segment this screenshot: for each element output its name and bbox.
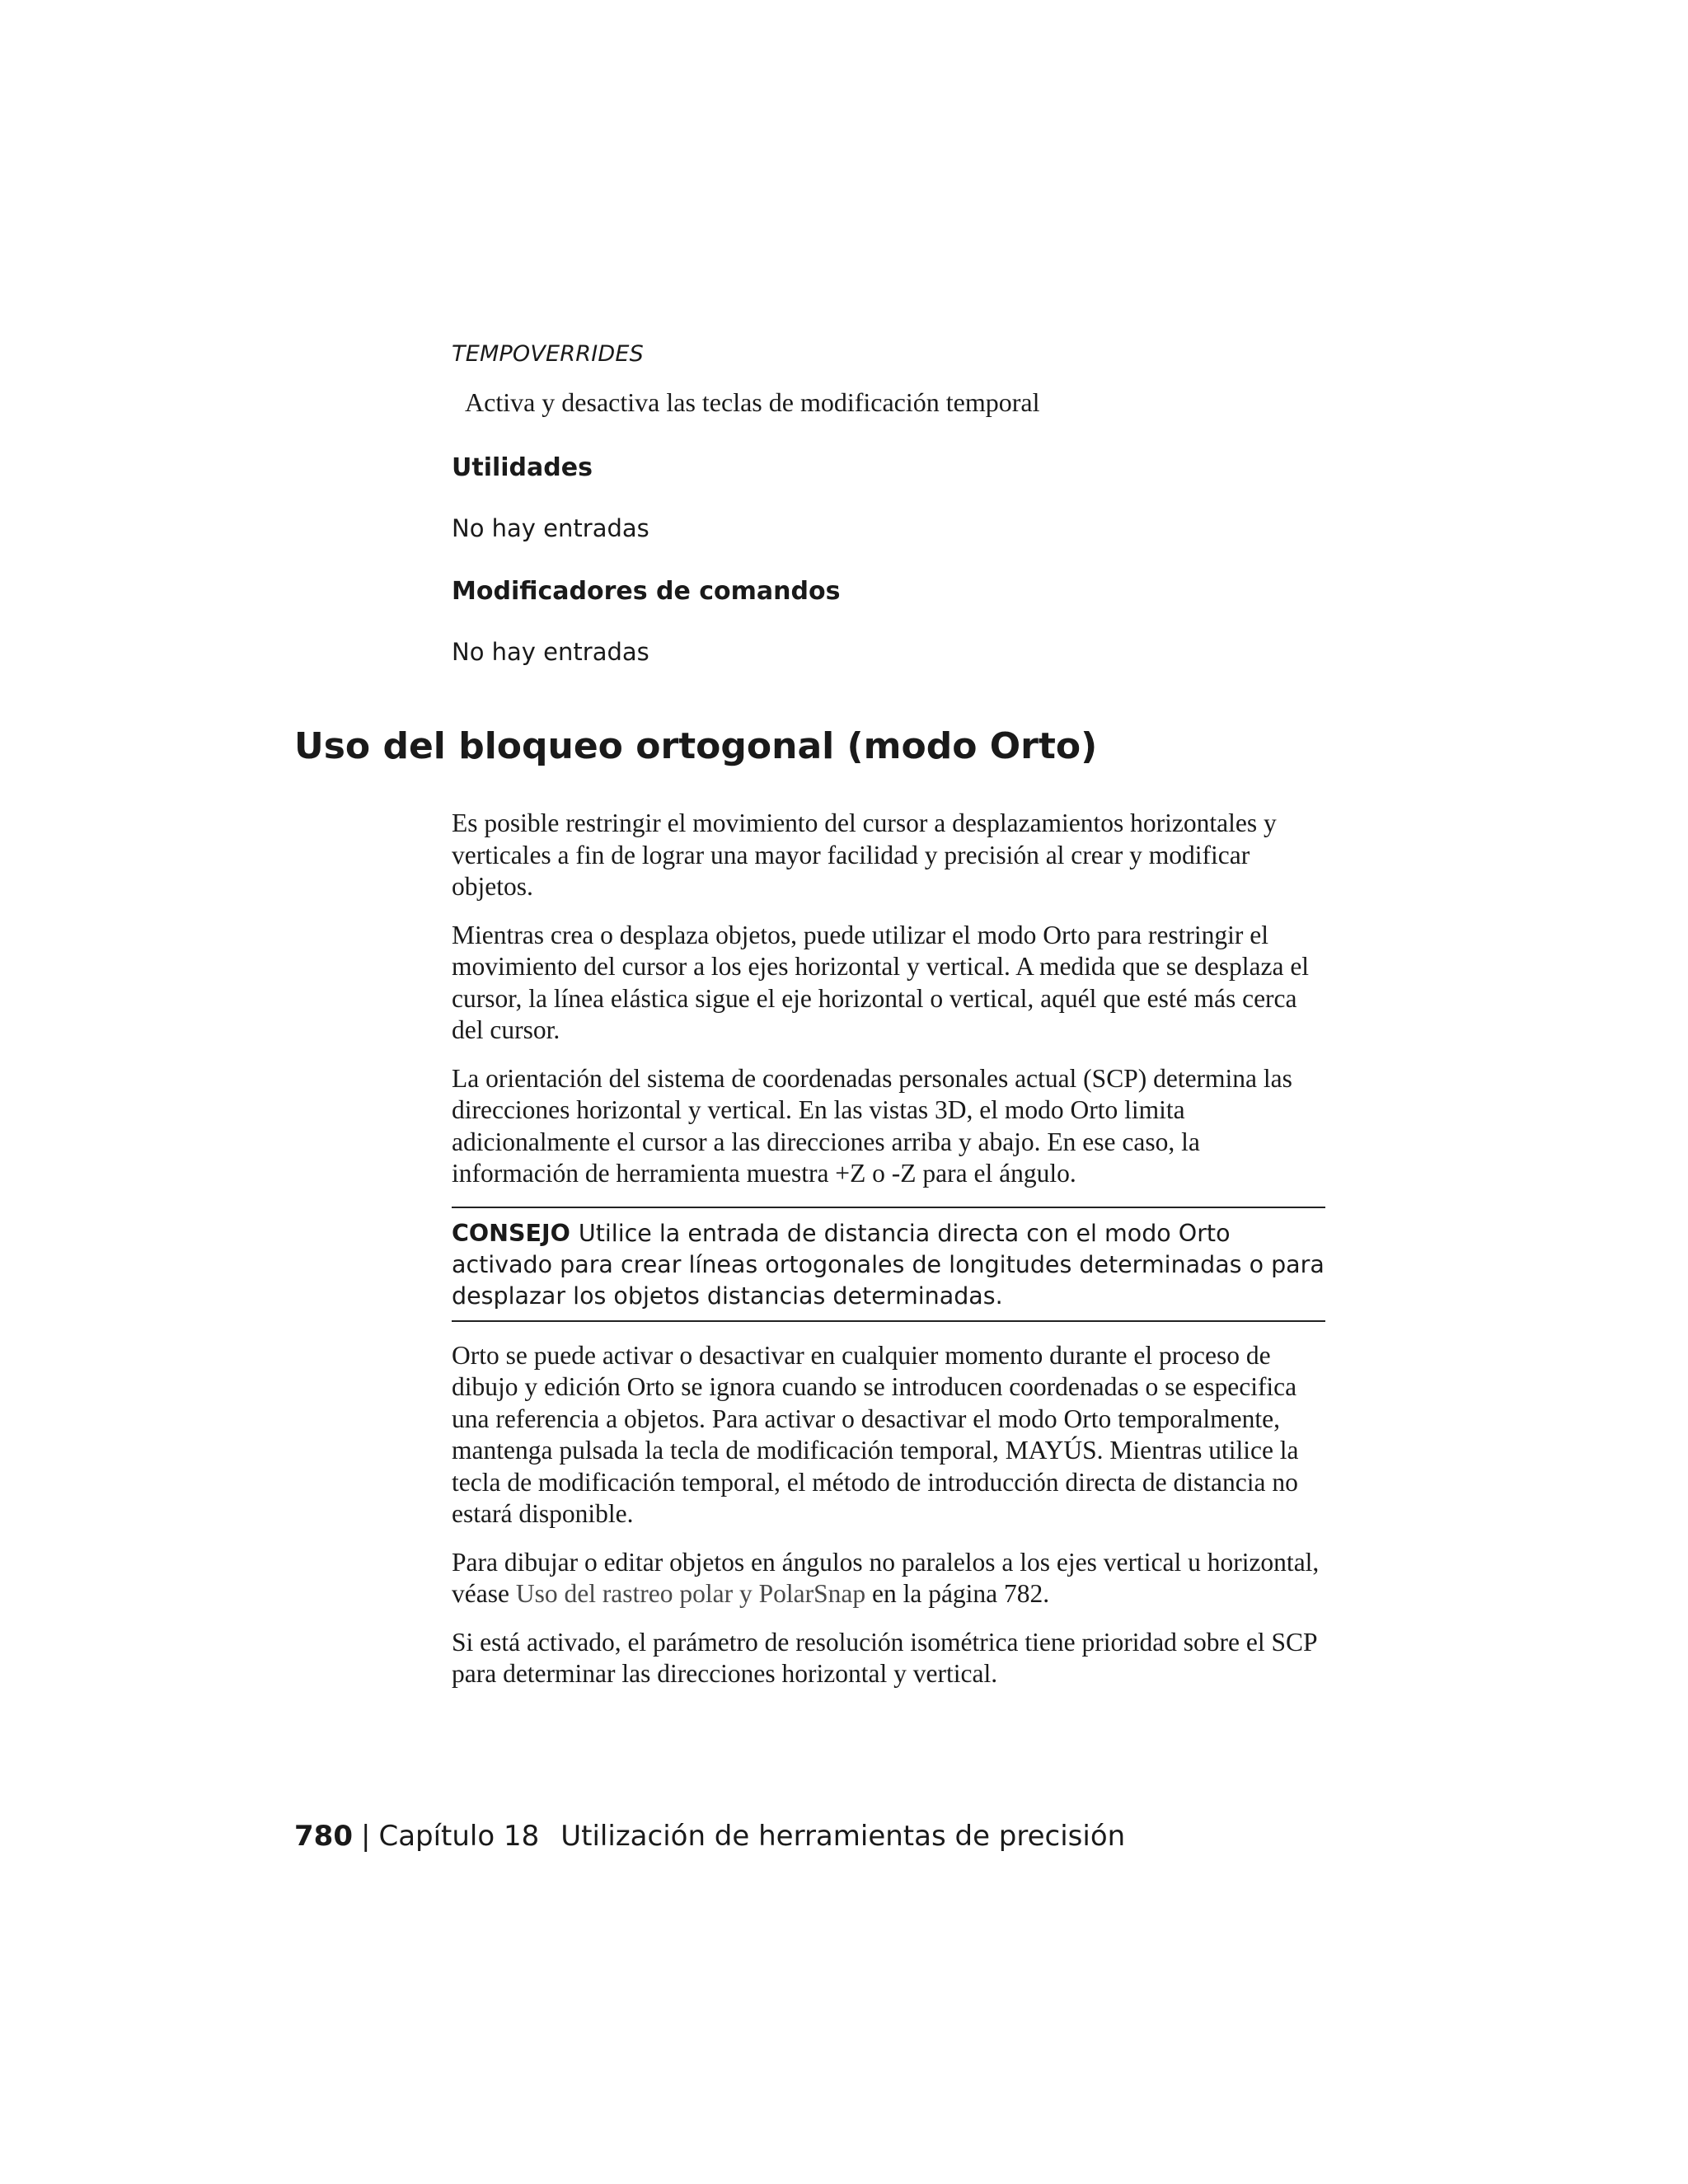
footer-separator: | xyxy=(360,1820,371,1853)
paragraph-with-link xyxy=(452,1547,1325,1610)
modifiers-heading: Modificadores de comandos xyxy=(452,577,841,606)
command-description: Activa y desactiva las teclas de modificación temporal xyxy=(465,387,1040,417)
chapter-title: Utilización de herramientas de precisión xyxy=(560,1820,1126,1853)
paragraph: Es posible restringir el movimiento del cursor a desplazamientos horizontales y verticales a fin de lograr una mayor facilidad y precisión al crear y modificar objetos. xyxy=(452,808,1277,901)
link-paragraph-before: Para dibujar o editar objetos en ángulos no paralelos a los ejes vertical u horizontal, véase xyxy=(452,1547,1320,1608)
paragraph: La orientación del sistema de coordenadas personales actual (SCP) determina las direcciones horizontal y vertical. En las vistas 3D, el modo Orto limita adicionalmente el cursor a las direcciones arriba y abajo. En ese caso, la información de herramienta muestra +Z o -Z para el ángulo. xyxy=(452,1063,1292,1188)
paragraph: Si está activado, el parámetro de resolución isométrica tiene prioridad sobre el SCP para determinar las direcciones horizontal y vertical. xyxy=(452,1627,1317,1688)
utilities-text: No hay entradas xyxy=(452,514,649,542)
modifiers-text: No hay entradas xyxy=(452,638,649,666)
tip-box xyxy=(452,1207,1325,1322)
paragraph: Orto se puede activar o desactivar en cualquier momento durante el proceso de dibujo y edición Orto se ignora cuando se introducen coordenadas o se especifica una referencia a objetos. Para activar o desactivar el modo Orto temporalmente, mantenga pulsada la tecla de modificación temporal, MAYÚS. Mientras utilice la tecla de modificación temporal, el método de introducción directa de distancia no estará disponible. xyxy=(452,1340,1299,1528)
command-name: TEMPOVERRIDES xyxy=(452,341,644,367)
tip-text: Utilice la entrada de distancia directa con el modo Orto activado para crear líneas ortogonales de longitudes determinadas o para desplazar los objetos distancias determinadas. xyxy=(452,1219,1325,1310)
page-footer xyxy=(294,1820,1125,1853)
section-title: Uso del bloqueo ortogonal (modo Orto) xyxy=(294,725,1098,767)
page-number: 780 xyxy=(294,1820,353,1853)
cross-reference-link[interactable]: Uso del rastreo polar y PolarSnap xyxy=(515,1579,866,1608)
chapter-label: Capítulo 18 xyxy=(378,1820,540,1853)
section-body xyxy=(452,808,1325,1707)
utilities-heading: Utilidades xyxy=(452,453,593,482)
paragraph: Mientras crea o desplaza objetos, puede utilizar el modo Orto para restringir el movimiento del cursor a los ejes horizontal y vertical. A medida que se desplaza el cursor, la línea elástica sigue el eje horizontal o vertical, aquél que esté más cerca del cursor. xyxy=(452,920,1310,1044)
link-paragraph-after: en la página 782. xyxy=(865,1579,1050,1608)
tip-label: CONSEJO xyxy=(452,1219,570,1247)
